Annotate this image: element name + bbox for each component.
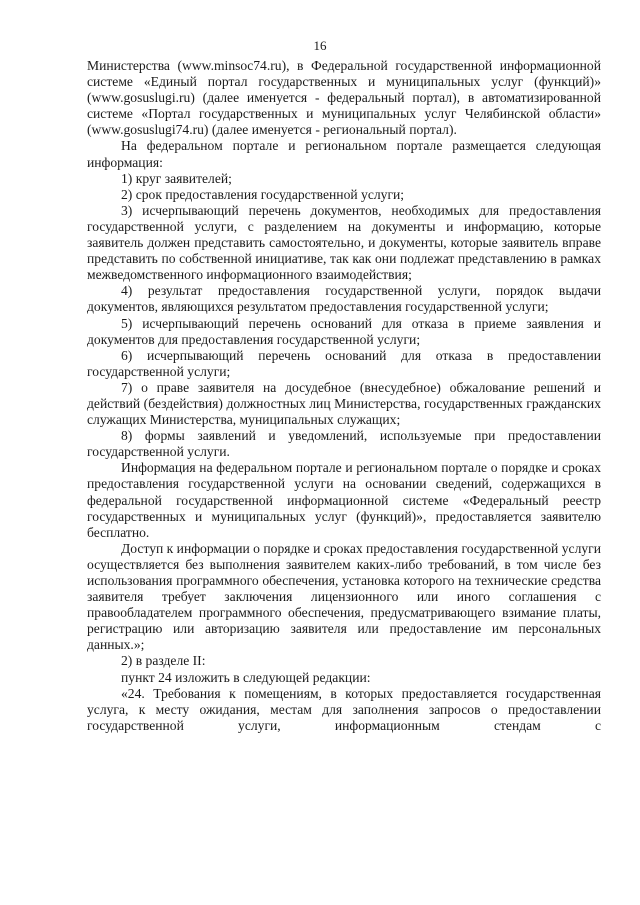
list-item: 7) о праве заявителя на досудебное (внесудебное) обжалование решений и действий (бездействия) должностных лиц Министерства, государственных гражданских служащих Министерства, муниципальных служащих; [87,379,601,428]
list-item: 1) круг заявителей; [121,170,232,186]
paragraph: Министерства (www.minsoc74.ru), в Федеральной государственной информационной системе «Единый портал государственных и муниципальных услуг (функций)» (www.gosuslugi.ru) (далее именуется - федеральный портал), в автоматизированной системе «Портал государственных и муниципальных услуг Челябинской области» (www.gosuslugi74.ru) (далее именуется - региональный портал). [87,58,601,138]
paragraph: «24. Требования к помещениям, в которых предоставляется государственная услуга, к месту ожидания, местам для заполнения запросов о предоставлении государственной услуги, информационным стендам с [87,685,601,733]
list-item: 3) исчерпывающий перечень документов, необходимых для предоставления государственной услуги, с разделением на документы и информацию, которые заявитель должен представить самостоятельно, и документы, которые заявитель вправе представить по собственной инициативе, так как они подлежат представлению в рамках межведомственного информационного взаимодействия; [87,202,601,283]
paragraph: пункт 24 изложить в следующей редакции: [121,669,371,685]
paragraph: На федеральном портале и региональном портале размещается следующая информация: [87,138,601,170]
document-body [87,58,601,734]
list-item: 6) исчерпывающий перечень оснований для отказа в предоставлении государственной услуги; [87,347,601,379]
page-number: 16 [313,38,327,53]
list-item: 8) формы заявлений и уведомлений, используемые при предоставлении государственной услуги. [87,428,601,460]
paragraph: Доступ к информации о порядке и сроках предоставления государственной услуги осуществляется без выполнения заявителем каких-либо требований, в том числе без использования программного обеспечения, установка которого на технические средства заявителя требует заключения лицензионного или иного соглашения с правообладателем программного обеспечения, предусматривающего взимание платы, регистрацию или авторизацию заявителя или предоставление им персональных данных.»; [87,540,601,653]
list-item: 5) исчерпывающий перечень оснований для отказа в приеме заявления и документов для предоставления государственной услуги; [87,315,601,347]
list-item: 4) результат предоставления государственной услуги, порядок выдачи документов, являющихся результатом предоставления государственной услуги; [87,283,601,315]
paragraph: Информация на федеральном портале и региональном портале о порядке и сроках предоставления государственной услуги на основании сведений, содержащихся в федеральной государственной информационной системе «Федеральный реестр государственных и муниципальных услуг (функций)», предоставляется заявителю бесплатно. [87,460,601,540]
list-item: 2) срок предоставления государственной услуги; [121,186,405,202]
amendment-item: 2) в разделе II: [121,653,206,669]
